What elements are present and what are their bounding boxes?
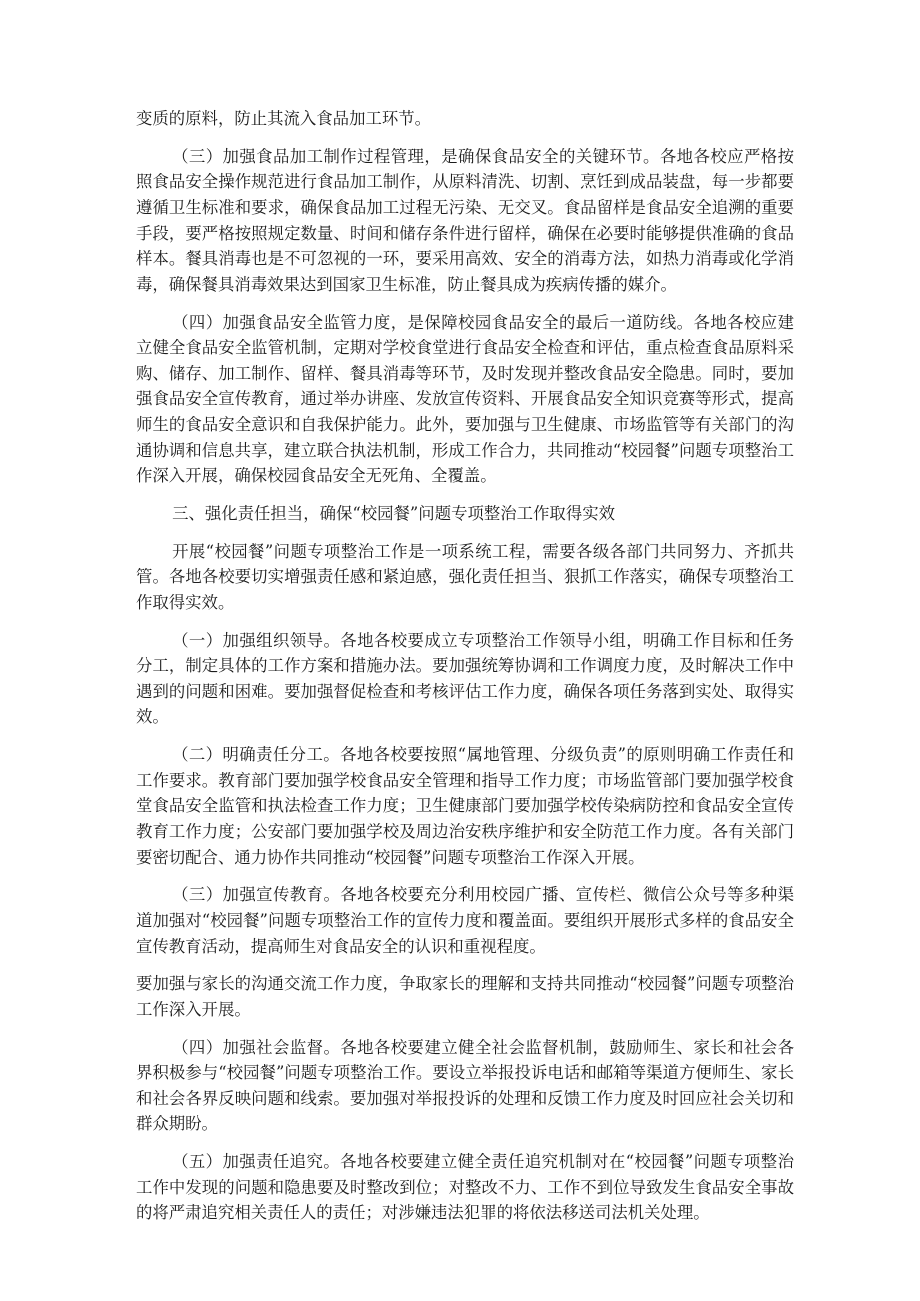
paragraph-food-processing: （三）加强食品加工制作过程管理，是确保食品安全的关键环节。各地各校应严格按照食品安全操作规范进行食品加工制作，从原料清洗、切割、烹饪到成品装盘，每一步都要遵循卫生标准和要求，确保食品加工过程无污染、无交叉。食品留样是食品安全追溯的重要手段，要严格按照规定数量、时间和储存条件进行留样，确保在必要时能够提供准确的食品样本。餐具消毒也是不可忽视的一环，要采用高效、安全的消毒方法，如热力消毒或化学消毒，确保餐具消毒效果达到国家卫生标准，防止餐具成为疾病传播的媒介。 [136,146,794,294]
section-heading-three: 三、强化责任担当，确保“校园餐”问题专项整治工作取得实效 [172,503,615,523]
paragraph-responsibility-division: （二）明确责任分工。各地各校要按照“属地管理、分级负责”的原则明确工作责任和工作要求。教育部门要加强学校食品安全管理和指导工作力度；市场监管部门要加强学校食堂食品安全监管和执法检查工作力度；卫生健康部门要加强学校传染病防控和食品安全宣传教育工作力度；公安部门要加强学校及周边治安秩序维护和安全防范工作力度。各有关部门要密切配合、通力协作共同推动“校园餐”问题专项整治工作深入开展。 [136,745,794,867]
paragraph-accountability: （五）加强责任追究。各地各校要建立健全责任追究机制对在“校园餐”问题专项整治工作中发现的问题和隐患要及时整改到位；对整改不力、工作不到位导致发生食品安全事故的将严肃追究相关责任人的责任；对涉嫌违法犯罪的将依法移送司法机关处理。 [136,1152,794,1223]
paragraph-publicity-education: （三）加强宣传教育。各地各校要充分利用校园广播、宣传栏、微信公众号等多种渠道加强对“校园餐”问题专项整治工作的宣传力度和覆盖面。要组织开展形式多样的食品安全宣传教育活动，提高师生对食品安全的认识和重视程度。 [136,885,794,956]
paragraph-section-intro: 开展“校园餐”问题专项整治工作是一项系统工程，需要各级各部门共同努力、齐抓共管。各地各校要切实增强责任感和紧迫感，强化责任担当、狠抓工作落实，确保专项整治工作取得实效。 [136,541,794,612]
document-body [136,106,794,1238]
paragraph-organization-leadership: （一）加强组织领导。各地各校要成立专项整治工作领导小组，明确工作目标和任务分工，制定具体的工作方案和措施办法。要加强统筹协调和工作调度力度，及时解决工作中遇到的问题和困难。要加强督促检查和考核评估工作力度，确保各项任务落到实处、取得实效。 [136,630,794,727]
paragraph-parent-communication: 要加强与家长的沟通交流工作力度，争取家长的理解和支持共同推动“校园餐”问题专项整治工作深入开展。 [136,974,794,1019]
paragraph-food-supervision: （四）加强食品安全监管力度，是保障校园食品安全的最后一道防线。各地各校应建立健全食品安全监管机制，定期对学校食堂进行食品安全检查和评估，重点检查食品原料采购、储存、加工制作、留样、餐具消毒等环节，及时发现并整改食品安全隐患。同时，要加强食品安全宣传教育，通过举办讲座、发放宣传资料、开展食品安全知识竞赛等形式，提高师生的食品安全意识和自我保护能力。此外，要加强与卫生健康、市场监管等有关部门的沟通协调和信息共享，建立联合执法机制，形成工作合力，共同推动“校园餐”问题专项整治工作深入开展，确保校园食品安全无死角、全覆盖。 [136,312,794,486]
paragraph-social-supervision: （四）加强社会监督。各地各校要建立健全社会监督机制，鼓励师生、家长和社会各界积极参与“校园餐”问题专项整治工作。要设立举报投诉电话和邮箱等渠道方便师生、家长和社会各界反映问题和线索。要加强对举报投诉的处理和反馈工作力度及时回应社会关切和群众期盼。 [136,1037,794,1134]
paragraph-continuation: 变质的原料，防止其流入食品加工环节。 [136,109,432,128]
